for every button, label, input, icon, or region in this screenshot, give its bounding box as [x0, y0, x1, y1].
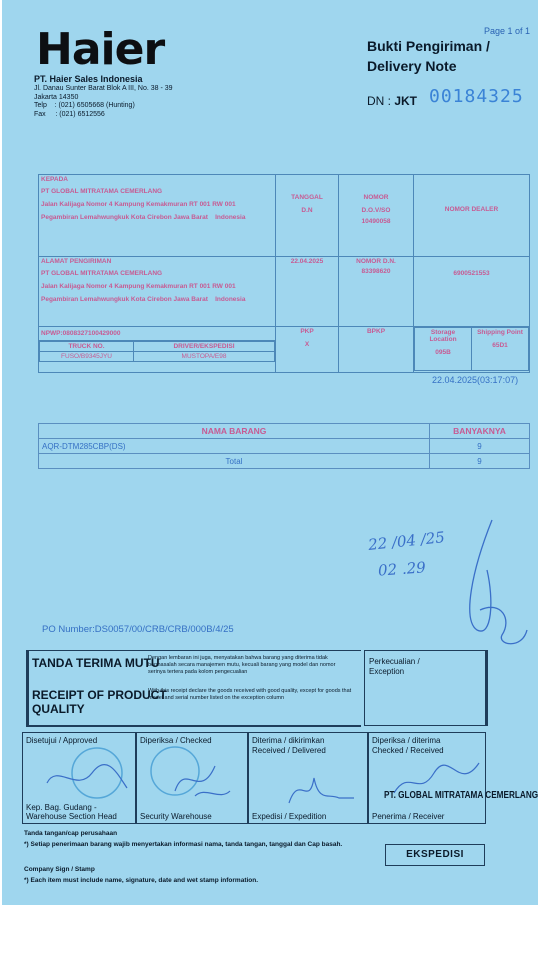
handwritten-time: 02 .29 [377, 558, 427, 580]
item-name: AQR-DTM285CBP(DS) [39, 439, 430, 454]
sig-receiver-bottom: Penerima / Receiver [372, 812, 445, 821]
nomor-value-1: D.O.V/SO [361, 207, 391, 214]
dn-label [367, 94, 417, 108]
truck-label: TRUCK NO. [40, 342, 134, 352]
sig-approved-label: Disetujui / Approved [26, 736, 98, 745]
nomor-dn-value: 83398620 [361, 268, 391, 275]
address-line-2: Jakarta 14350 [34, 93, 79, 101]
bpkp-cell [339, 327, 414, 373]
sig-approved-bottom-1: Kep. Bag. Gudang - [26, 803, 97, 812]
fax: Fax : (021) 6512556 [34, 110, 105, 118]
tanggal-value: D.N [301, 207, 313, 214]
nomor-value-2: 10490058 [361, 218, 391, 225]
truck-driver-table [39, 341, 275, 362]
dn-prefix: DN : [367, 94, 391, 108]
tanggal-cell [276, 175, 339, 257]
pkp-value: X [304, 341, 310, 348]
storage-label: Storage Location [429, 329, 457, 343]
receipt-text-en: With this receipt declare the goods received with good quality, except for goods that model and serial number listed on the exception column [148, 688, 352, 701]
sign-label-id: Tanda tangan/cap perusahaan [24, 830, 118, 837]
page-number: Page 1 of 1 [483, 26, 530, 36]
exception-label: Perkecualian / [369, 657, 420, 666]
nomor-cell [339, 175, 414, 257]
signature-checked [136, 732, 248, 824]
stamp-approved [37, 743, 133, 803]
exception-box [364, 650, 488, 726]
info-grid [38, 174, 530, 374]
kepada-address-2: Pegambiran Lemahwungkuk Kota Cirebon Jawa Barat Indonesia [41, 214, 246, 221]
npwp: NPWP:0808327100429000 [39, 327, 275, 341]
receipt-title-id: TANDA TERIMA MUTU [32, 656, 160, 670]
receiver-company-stamp: PT. GLOBAL MITRATAMA CEMERLANG [384, 790, 538, 801]
dn-number: 00184325 [429, 86, 524, 107]
kepada-address-1: Jalan Kalijaga Nomor 4 Kampung Kemakmuran RT 001 RW 001 [41, 201, 236, 208]
truck-value: FUSO/B9345JYU [40, 352, 134, 362]
dealer-label: NOMOR DEALER [444, 206, 499, 213]
company-address [34, 85, 234, 119]
sig-checked-bottom: Security Warehouse [140, 812, 212, 821]
address-line-1: Jl. Danau Sunter Barat Blok A III, No. 38 - 39 [34, 85, 173, 92]
alamat-label: ALAMAT PENGIRIMAN [41, 258, 112, 265]
col-banyaknya: BANYAKNYA [430, 424, 530, 439]
nomor-dn-label: NOMOR D.N. [356, 258, 396, 265]
delivery-note-sheet [2, 0, 538, 905]
dn-date-cell [276, 257, 339, 327]
total-row [39, 454, 530, 469]
haier-logo: Haier [36, 24, 165, 75]
doc-title-en: Delivery Note [367, 58, 457, 74]
kepada-label: KEPADA [41, 176, 68, 183]
storage-value: 095B [435, 349, 451, 356]
nomor-dn-cell [339, 257, 414, 327]
sig-receiver-label-2: Checked / Received [372, 746, 444, 755]
company-name: PT. Haier Sales Indonesia [34, 74, 143, 84]
dn-location: JKT [394, 94, 418, 108]
stamp-checked [145, 741, 241, 811]
item-qty: 9 [430, 439, 530, 454]
dealer-number: 6900521553 [453, 270, 490, 277]
sig-checked-label: Diperiksa / Checked [140, 736, 212, 745]
sig-receiver-label-1: Diperiksa / diterima [372, 736, 441, 745]
bpkp-label: BPKP [366, 328, 386, 335]
note-id: *) Setiap penerimaan barang wajib menyertakan informasi nama, tanda tangan, tanggal dan Cap basah. [24, 841, 343, 848]
sig-delivered-label-1: Diterima / dikirimkan [252, 736, 325, 745]
pkp-cell [276, 327, 339, 373]
shipping-label: Shipping Point [477, 329, 523, 336]
signature-delivered [248, 732, 368, 824]
receipt-text-id: Dengan lembaran ini juga, menyatakan bahwa barang yang diterima tidak bermasalah secara manajemen mutu, kecuali barang yang model dan nomor serinya tertera pada kolom pengecualian [148, 655, 336, 675]
exception-label-en: Exception [369, 667, 405, 676]
note-en: *) Each item must include name, signature, date and wet stamp information. [24, 877, 259, 884]
print-timestamp: 22.04.2025(03:17:07) [432, 375, 519, 385]
signature-approved [22, 732, 136, 824]
driver-value: MUSTOPA/E98 [134, 352, 275, 362]
po-number: PO Number:DS0057/00/CRB/CRB/000B/4/25 [42, 624, 234, 635]
signature-receiver [368, 732, 486, 824]
sig-approved-bottom-2: Warehouse Section Head [26, 812, 117, 821]
npwp-truck-cell [39, 327, 276, 373]
handwritten-signature-expedition [279, 763, 359, 813]
total-label: Total [39, 454, 430, 469]
items-header-row [39, 424, 530, 439]
driver-label: DRIVER/EKSPEDISI [134, 342, 275, 352]
shipping-value: 65D1 [492, 342, 508, 349]
handwritten-signature-top [432, 510, 532, 660]
kepada-company: PT GLOBAL MITRATAMA CEMERLANG [41, 188, 163, 195]
alamat-address-2: Pegambiran Lemahwungkuk Kota Cirebon Jawa Barat Indonesia [41, 296, 246, 303]
tanggal-label: TANGGAL [291, 194, 323, 201]
items-table [38, 423, 530, 469]
dn-date: 22.04.2025 [290, 258, 324, 265]
ekspedisi-label: EKSPEDISI [385, 844, 485, 866]
storage-shipping-cell [414, 327, 530, 373]
nomor-label: NOMOR [363, 194, 389, 201]
handwritten-date: 22 /04 /25 [367, 528, 446, 554]
pkp-label: PKP [300, 328, 314, 335]
col-nama-barang: NAMA BARANG [39, 424, 430, 439]
receipt-title-en-2: QUALITY [32, 702, 85, 716]
document-title [367, 36, 490, 76]
alamat-address-1: Jalan Kalijaga Nomor 4 Kampung Kemakmuran RT 001 RW 001 [41, 283, 236, 290]
telp: Telp : (021) 6505668 (Hunting) [34, 102, 135, 109]
dealer-cell [414, 175, 530, 257]
sign-label-en: Company Sign / Stamp [24, 866, 95, 873]
receipt-title-en-1: RECEIPT OF PRODUCT [32, 688, 167, 702]
kepada-cell [39, 175, 276, 257]
total-value: 9 [430, 454, 530, 469]
sig-delivered-label-2: Received / Delivered [252, 746, 326, 755]
alamat-company: PT GLOBAL MITRATAMA CEMERLANG [41, 270, 163, 277]
table-row [39, 439, 530, 454]
alamat-cell [39, 257, 276, 327]
dealer-number-cell [414, 257, 530, 327]
sig-delivered-bottom: Expedisi / Expedition [252, 812, 327, 821]
doc-title-id: Bukti Pengiriman / [367, 38, 490, 54]
